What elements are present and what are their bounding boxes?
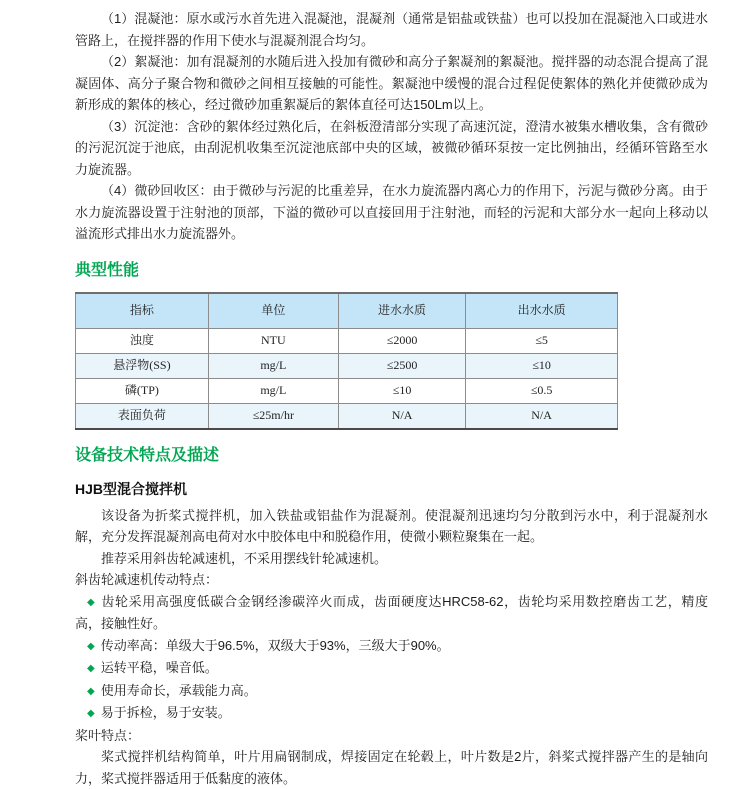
- diamond-bullet-icon: ◆: [87, 663, 95, 674]
- table-cell: ≤5: [466, 329, 618, 354]
- intro-paragraph-coagulation: （1）混凝池：原水或污水首先进入混凝池，混凝剂（通常是铝盐或铁盐）也可以投加在混凝池入口或进水管路上，在搅拌器的作用下使水与混凝剂混合均匀。: [75, 11, 708, 48]
- subsection-title-hjb-mixer: HJB型混合搅拌机: [75, 480, 188, 497]
- table-cell: 表面负荷: [76, 404, 209, 429]
- table-cell: 悬浮物(SS): [76, 354, 209, 379]
- table-row-surface-load: [76, 404, 618, 429]
- table-cell: 浊度: [76, 329, 209, 354]
- bullet-text: 传动率高：单级大于96.5%，双级大于93%，三级大于90%。: [100, 637, 450, 653]
- bullet-text: 使用寿命长，承载能力高。: [100, 682, 257, 698]
- bullet-item-transmission-rate: [75, 635, 708, 658]
- bullet-item-long-life: [75, 680, 708, 703]
- table-cell: N/A: [466, 404, 618, 429]
- table-header-cell-indicator: 指标: [76, 293, 209, 329]
- bullet-text: 运转平稳，噪音低。: [100, 660, 218, 675]
- section-title-equipment-features: 设备技术特点及描述: [75, 446, 220, 464]
- table-cell: ≤10: [466, 354, 618, 379]
- intro-paragraph-microsand-recovery: （4）微砂回收区：由于微砂与污泥的比重差异，在水力旋流器内离心力的作用下，污泥与微砂分离。由于水力旋流器设置于注射池的顶部，下溢的微砂可以直接回用于注射池，而轻的污泥和大部分水一起向上移动以溢流形式排出水力旋流器外。: [75, 183, 708, 241]
- table-header-cell-unit: 单位: [208, 293, 338, 329]
- table-cell: mg/L: [208, 354, 338, 379]
- table-cell: ≤25m/hr: [208, 404, 338, 429]
- bullet-item-gear-material: [75, 591, 708, 635]
- gear-features-title: 斜齿轮减速机传动特点：: [75, 572, 219, 587]
- intro-paragraph-sedimentation: （3）沉淀池：含砂的絮体经过熟化后，在斜板澄清部分实现了高速沉淀，澄清水被集水槽收集，含有微砂的污泥沉淀于池底，由刮泥机收集至沉淀池底部中央的区域，被微砂循环泵按一定比例抽出，经循环管路至水力旋流器。: [75, 118, 708, 177]
- table-cell: ≤0.5: [466, 379, 618, 404]
- equipment-paragraph-description: 该设备为折桨式搅拌机，加入铁盐或铝盐作为混凝剂。使混凝剂迅速均匀分散到污水中，利于混凝剂水解，充分发挥混凝剂高电荷对水中胶体电中和脱稳作用，使微小颗粒聚集在一起。: [75, 507, 708, 544]
- table-header-cell-influent: 进水水质: [338, 293, 465, 329]
- equipment-paragraph-recommendation: 推荐采用斜齿轮减速机，不采用摆线针轮减速机。: [101, 550, 388, 566]
- diamond-bullet-icon: ◆: [87, 640, 95, 652]
- table-cell: NTU: [208, 329, 338, 354]
- table-row-suspended-solids: [76, 354, 618, 379]
- table-header-cell-effluent: 出水水质: [466, 293, 618, 329]
- bullet-text: 齿轮采用高强度低碳合金钢经渗碳淬火而成，齿面硬度达HRC58-62，齿轮均采用数控磨齿工艺，精度高，接触性好。: [75, 593, 708, 631]
- bullet-item-easy-maintenance: [75, 702, 708, 725]
- blade-paragraph: 桨式搅拌机结构简单，叶片用扁钢制成，焊接固定在轮毂上，叶片数是2片，斜桨式搅拌器产生的是轴向力，桨式搅拌器适用于低黏度的液体。: [75, 749, 708, 786]
- table-cell: ≤2500: [338, 354, 465, 379]
- section-title-typical-performance: 典型性能: [75, 261, 140, 279]
- diamond-bullet-icon: ◆: [87, 685, 95, 697]
- table-cell: N/A: [338, 404, 465, 429]
- table-cell: ≤10: [338, 379, 465, 404]
- performance-table: [75, 292, 618, 430]
- table-header-row: [76, 293, 618, 329]
- diamond-bullet-icon: ◆: [87, 708, 95, 719]
- table-row-turbidity: [76, 329, 618, 354]
- bullet-text: 易于拆检，易于安装。: [100, 705, 231, 720]
- table-row-phosphorus: [76, 379, 618, 404]
- table-cell: 磷(TP): [76, 379, 209, 404]
- intro-paragraph-flocculation: （2）絮凝池：加有混凝剂的水随后进入投加有微砂和高分子絮凝剂的絮凝池。搅拌器的动态混合提高了混凝固体、高分子聚合物和微砂之间相互接触的可能性。絮凝池中缓慢的混合过程促使絮体的熟化并使微砂成为新形成的絮体的核心，经过微砂加重絮凝后的絮体直径可达150Lm以上。: [75, 54, 708, 112]
- table-cell: ≤2000: [338, 329, 465, 354]
- blade-features-title: 桨叶特点：: [75, 727, 141, 743]
- table-cell: mg/L: [208, 379, 338, 404]
- diamond-bullet-icon: ◆: [87, 596, 96, 608]
- bullet-item-smooth-operation: [75, 657, 708, 680]
